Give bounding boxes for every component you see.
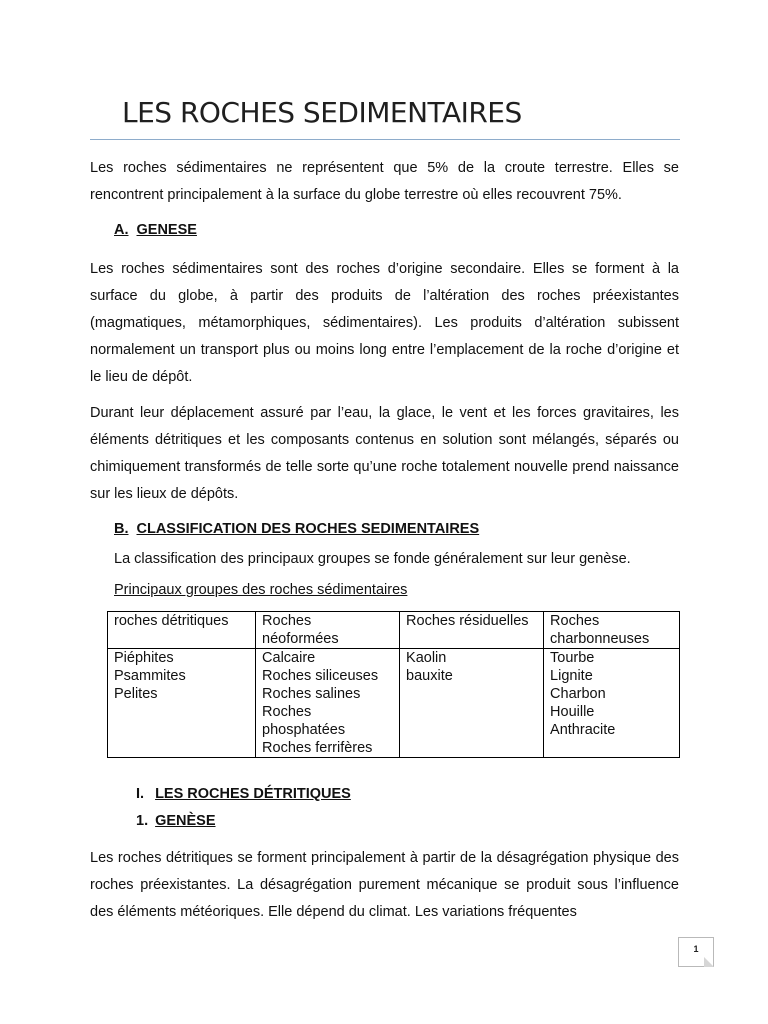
cell-line: Kaolin — [406, 650, 447, 666]
table-header-row — [108, 612, 680, 649]
header-line: Roches résiduelles — [406, 613, 529, 629]
genese-paragraph-1: Les roches sédimentaires sont des roches d’origine secondaire. Elles se forment à la surface du globe, à partir des produits de l’altération des roches préexistantes (magmatiques, métamorphiques, sédimentaires). Les produits d’altération subissent normalement un transport plus ou moins long entre l’emplacement de la roche d’origine et le lieu de dépôt. — [90, 261, 679, 385]
cell-line: Anthracite — [550, 722, 616, 738]
table-cell — [544, 649, 680, 758]
heading-number: I. — [136, 786, 145, 802]
page-number: 1 — [693, 944, 699, 954]
heading-number: B. — [114, 521, 129, 537]
heading-genese — [114, 222, 197, 238]
heading-number: 1. — [136, 813, 149, 829]
cell-line: Roches ferrifères — [262, 740, 373, 756]
table-cell — [256, 649, 400, 758]
table-cell — [108, 649, 256, 758]
cell-line: Psammites — [114, 668, 186, 684]
heading-text: CLASSIFICATION DES ROCHES SEDIMENTAIRES — [136, 521, 480, 537]
table-cell — [400, 649, 544, 758]
classification-text: La classification des principaux groupes se fonde généralement sur leur genèse. — [114, 551, 631, 567]
table-caption: Principaux groupes des roches sédimentaires — [114, 582, 408, 598]
page-fold-icon — [704, 957, 714, 967]
header-line: roches détritiques — [114, 613, 229, 629]
header-cell — [108, 612, 256, 649]
cell-line: Roches siliceuses — [262, 668, 379, 684]
header-cell — [400, 612, 544, 649]
heading-text: GENÈSE — [155, 813, 216, 829]
cell-line: Charbon — [550, 686, 606, 702]
header-line: Roches — [262, 613, 312, 629]
header-line: charbonneuses — [550, 631, 650, 647]
genese-paragraph-2: Durant leur déplacement assuré par l’eau, la glace, le vent et les forces gravitaires, les éléments détritiques et les composants contenus en solution sont mélangés, séparés ou chimiquement transformés de telle sorte qu’une roche totalement nouvelle prend naissance sur les lieux de dépôts. — [90, 405, 679, 502]
header-cell — [256, 612, 400, 649]
title-rule — [90, 139, 680, 140]
heading-text: GENESE — [136, 222, 197, 238]
heading-text: LES ROCHES DÉTRITIQUES — [155, 786, 351, 802]
header-cell — [544, 612, 680, 649]
heading-roches-detritiques — [136, 786, 351, 802]
cell-line: Houille — [550, 704, 595, 720]
header-line: Roches — [550, 613, 600, 629]
header-line: néoformées — [262, 631, 339, 647]
cell-line: Lignite — [550, 668, 593, 684]
heading-classification — [114, 521, 479, 537]
intro-paragraph: Les roches sédimentaires ne représentent que 5% de la croute terrestre. Elles se rencontrent principalement à la surface du globe terrestre où elles recouvrent 75%. — [90, 160, 679, 203]
cell-line: Roches — [262, 704, 312, 720]
cell-line: bauxite — [406, 668, 453, 684]
cell-line: Calcaire — [262, 650, 316, 666]
page-number-box — [678, 937, 714, 967]
table-row — [108, 649, 680, 758]
detritiques-paragraph: Les roches détritiques se forment principalement à partir de la désagrégation physique des roches préexistantes. La désagrégation purement mécanique se produit sous l’influence des éléments météoriques. Elle dépend du climat. Les variations fréquentes — [90, 850, 679, 920]
cell-line: Piéphites — [114, 650, 174, 666]
classification-table — [107, 611, 680, 758]
cell-line: Roches salines — [262, 686, 361, 702]
cell-line: Tourbe — [550, 650, 595, 666]
cell-line: phosphatées — [262, 722, 346, 738]
cell-line: Pelites — [114, 686, 158, 702]
page-title: LES ROCHES SEDIMENTAIRES — [122, 96, 522, 129]
heading-genese-detritiques — [136, 813, 216, 829]
heading-number: A. — [114, 222, 129, 238]
